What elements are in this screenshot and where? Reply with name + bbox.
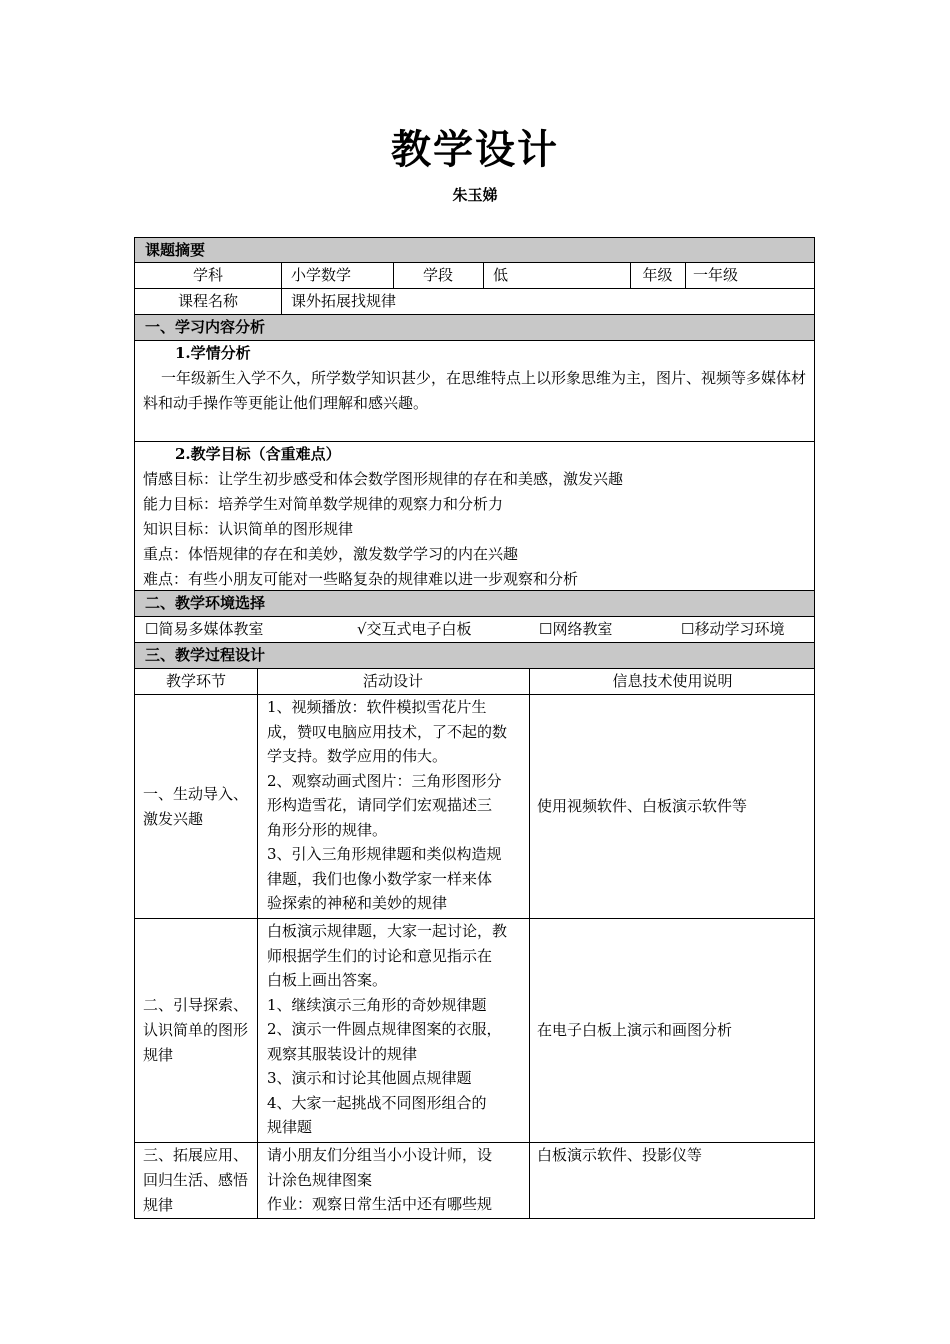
activity-line: 3、引入三角形规律题和类似构造规 <box>267 845 502 863</box>
learner-analysis-text: 一年级新生入学不久，所学数学知识甚少，在思维特点上以形象思维为主，图片、视频等多媒体材料和动手操作等更能让他们理解和感兴趣。 <box>143 369 807 412</box>
difficult-point: 难点：有些小朋友可能对一些略复杂的规律难以进一步观察和分析 <box>143 570 579 588</box>
env-option-mobile: ☐移动学习环境 <box>681 620 785 638</box>
activity-line: 3、演示和讨论其他圆点规律题 <box>267 1069 472 1087</box>
objectives-title: 2.教学目标（含重难点） <box>175 445 341 463</box>
tech-note: 在电子白板上演示和画图分析 <box>537 1021 733 1039</box>
table-row <box>134 695 815 919</box>
process-column-headers <box>134 669 815 695</box>
stage-name: 一、生动导入、激发兴趣 <box>143 784 249 828</box>
subject-row <box>134 263 815 289</box>
course-label: 课程名称 <box>177 292 238 310</box>
subject-label: 学科 <box>192 266 223 284</box>
tech-note: 使用视频软件、白板演示软件等 <box>537 797 748 815</box>
learner-analysis-cell <box>134 341 815 442</box>
grade-value: 一年级 <box>693 266 739 284</box>
learner-analysis-title: 1.学情分析 <box>175 344 251 362</box>
key-point: 重点：体悟规律的存在和美妙，激发数学学习的内在兴趣 <box>143 545 519 563</box>
activity-design <box>257 1143 529 1218</box>
activity-line: 师根据学生们的讨论和意见指示在 <box>267 946 493 965</box>
document-title: 教学设计 <box>391 126 559 173</box>
activity-line: 律题，我们也像小数学家一样来体 <box>267 869 493 888</box>
activity-line: 观察其服装设计的规律 <box>267 1044 418 1063</box>
goal-affective: 情感目标：让学生初步感受和体会数学图形规律的存在和美感，激发兴趣 <box>143 470 624 488</box>
table-row <box>134 1143 815 1219</box>
stage-name: 二、引导探索、认识简单的图形规律 <box>143 996 249 1064</box>
activity-line: 2、观察动画式图片：三角形图形分 <box>267 771 502 790</box>
activity-design <box>257 919 529 1142</box>
process-header: 三、教学过程设计 <box>134 643 815 669</box>
activity-line: 成，赞叹电脑应用技术，了不起的数 <box>267 722 508 741</box>
objectives-cell <box>134 442 815 591</box>
activity-design <box>257 695 529 918</box>
activity-line: 规律题 <box>267 1118 313 1136</box>
column-stage: 教学环节 <box>165 672 226 690</box>
activity-line: 4、大家一起挑战不同图形组合的 <box>267 1093 487 1112</box>
author-name: 朱玉娣 <box>452 186 498 204</box>
column-activity: 活动设计 <box>362 672 423 690</box>
lesson-plan-table <box>134 237 815 1219</box>
activity-line: 白板演示规律题，大家一起讨论，教 <box>267 922 508 940</box>
course-row <box>134 289 815 315</box>
env-option-network: ☐网络教室 <box>539 620 613 638</box>
grade-label: 年级 <box>642 266 673 284</box>
stage-label: 学段 <box>422 266 453 284</box>
goal-knowledge: 知识目标：认识简单的图形规律 <box>143 520 354 538</box>
activity-line: 形构造雪花，请同学们宏观描述三 <box>267 796 493 814</box>
activity-line: 1、视频播放：软件模拟雪花片生 <box>267 698 487 716</box>
tech-note: 白板演示软件、投影仪等 <box>537 1146 703 1164</box>
subject-value: 小学数学 <box>291 266 352 284</box>
activity-line: 2、演示一件圆点规律图案的衣服， <box>267 1020 502 1038</box>
activity-line: 1、继续演示三角形的奇妙规律题 <box>267 995 487 1014</box>
analysis-header: 一、学习内容分析 <box>134 315 815 341</box>
stage-value: 低 <box>493 266 509 284</box>
environment-options <box>134 617 815 643</box>
env-option-multimedia: ☐简易多媒体教室 <box>145 620 264 638</box>
activity-line: 角形分形的规律。 <box>267 820 388 839</box>
activity-line: 请小朋友们分组当小小设计师，设 <box>267 1146 493 1164</box>
activity-line: 作业：观察日常生活中还有哪些规 <box>267 1195 493 1213</box>
column-tech: 信息技术使用说明 <box>612 672 733 690</box>
table-row <box>134 919 815 1143</box>
activity-line: 白板上画出答案。 <box>267 971 388 989</box>
summary-header: 课题摘要 <box>134 237 815 263</box>
environment-header: 二、教学环境选择 <box>134 591 815 617</box>
course-value: 课外拓展找规律 <box>291 292 397 310</box>
goal-ability: 能力目标：培养学生对简单数学规律的观察力和分析力 <box>143 495 504 513</box>
activity-line: 学支持。数学应用的伟大。 <box>267 747 448 765</box>
env-option-whiteboard: √交互式电子白板 <box>357 620 472 638</box>
activity-line: 计涂色规律图案 <box>267 1170 373 1189</box>
activity-line: 验探索的神秘和美妙的规律 <box>267 894 448 912</box>
stage-name: 三、拓展应用、回归生活、感悟规律 <box>143 1146 249 1214</box>
